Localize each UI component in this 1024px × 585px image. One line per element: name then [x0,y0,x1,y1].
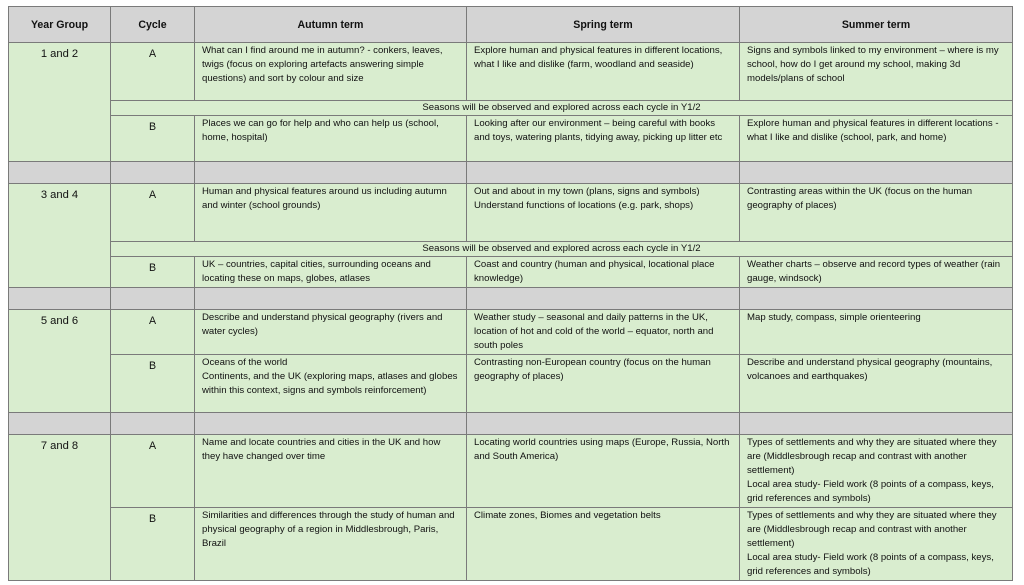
separator-cell [195,413,467,435]
summer-cell: Map study, compass, simple orienteering [740,310,1013,355]
table-row [9,116,1013,162]
year-group-cell: 1 and 2 [9,43,111,162]
autumn-cell: Places we can go for help and who can help us (school, home, hospital) [195,116,467,162]
spring-cell: Climate zones, Biomes and vegetation belts [467,508,740,581]
header-row [9,7,1013,43]
table-row [9,310,1013,355]
table-row [9,257,1013,288]
separator-cell [467,413,740,435]
summer-cell: Contrasting areas within the UK (focus on the human geography of places) [740,184,1013,242]
separator-cell [740,288,1013,310]
year-group-cell: 3 and 4 [9,184,111,288]
separator-cell [195,162,467,184]
table-row [9,435,1013,508]
header-cycle: Cycle [111,7,195,43]
summer-cell: Types of settlements and why they are situated where they are (Middlesbrough recap and contrast with another settlement) Local area study- Field work (8 points of a compass, keys, grid references and symbols) [740,435,1013,508]
separator-row [9,162,1013,184]
autumn-cell: Human and physical features around us including autumn and winter (school grounds) [195,184,467,242]
summer-cell: Signs and symbols linked to my environment – where is my school, how do I get around my school, making 3d models/plans of school [740,43,1013,101]
table-row [9,508,1013,581]
cycle-cell: A [111,184,195,242]
summer-cell: Types of settlements and why they are situated where they are (Middlesbrough recap and contrast with another settlement) Local area study- Field work (8 points of a compass, keys, grid references and symbols) [740,508,1013,581]
header-year-group: Year Group [9,7,111,43]
cycle-cell: A [111,43,195,101]
cycle-cell: B [111,116,195,162]
spring-cell: Coast and country (human and physical, locational place knowledge) [467,257,740,288]
autumn-cell: Name and locate countries and cities in the UK and how they have changed over time [195,435,467,508]
separator-cell [111,288,195,310]
cycle-cell: B [111,257,195,288]
spring-cell: Explore human and physical features in different locations, what I like and dislike (farm, woodland and seaside) [467,43,740,101]
table-row [9,43,1013,101]
autumn-cell: What can I find around me in autumn? - conkers, leaves, twigs (focus on exploring artefacts answering simple questions) and sort by colour and size [195,43,467,101]
autumn-cell: Describe and understand physical geography (rivers and water cycles) [195,310,467,355]
separator-cell [195,288,467,310]
separator-cell [740,162,1013,184]
seasons-note: Seasons will be observed and explored across each cycle in Y1/2 [111,242,1013,257]
separator-cell [467,288,740,310]
table-row [9,355,1013,413]
separator-cell [467,162,740,184]
separator-row [9,288,1013,310]
cycle-cell: B [111,508,195,581]
spring-cell: Looking after our environment – being careful with books and toys, watering plants, tidying away, picking up litter etc [467,116,740,162]
header-spring-term: Spring term [467,7,740,43]
seasons-note-row [9,101,1013,116]
separator-cell [111,162,195,184]
year-group-cell: 7 and 8 [9,435,111,581]
autumn-cell: UK – countries, capital cities, surrounding oceans and locating these on maps, globes, atlases [195,257,467,288]
spring-cell: Locating world countries using maps (Europe, Russia, North and South America) [467,435,740,508]
spring-cell: Out and about in my town (plans, signs and symbols) Understand functions of locations (e.g. park, shops) [467,184,740,242]
table-row [9,184,1013,242]
cycle-cell: A [111,435,195,508]
summer-cell: Describe and understand physical geography (mountains, volcanoes and earthquakes) [740,355,1013,413]
seasons-note: Seasons will be observed and explored across each cycle in Y1/2 [111,101,1013,116]
header-autumn-term: Autumn term [195,7,467,43]
curriculum-table [8,6,1013,581]
autumn-cell: Similarities and differences through the study of human and physical geography of a region in Middlesbrough, Paris, Brazil [195,508,467,581]
separator-cell [9,288,111,310]
summer-cell: Weather charts – observe and record types of weather (rain gauge, windsock) [740,257,1013,288]
header-summer-term: Summer term [740,7,1013,43]
separator-cell [9,413,111,435]
summer-cell: Explore human and physical features in different locations - what I like and dislike (school, park, and home) [740,116,1013,162]
year-group-cell: 5 and 6 [9,310,111,413]
separator-cell [111,413,195,435]
separator-row [9,413,1013,435]
separator-cell [9,162,111,184]
cycle-cell: A [111,310,195,355]
spring-cell: Contrasting non-European country (focus on the human geography of places) [467,355,740,413]
cycle-cell: B [111,355,195,413]
spring-cell: Weather study – seasonal and daily patterns in the UK, location of hot and cold of the world – equator, north and south poles [467,310,740,355]
autumn-cell: Oceans of the world Continents, and the UK (exploring maps, atlases and globes within this context, signs and symbols reinforcement) [195,355,467,413]
seasons-note-row [9,242,1013,257]
separator-cell [740,413,1013,435]
